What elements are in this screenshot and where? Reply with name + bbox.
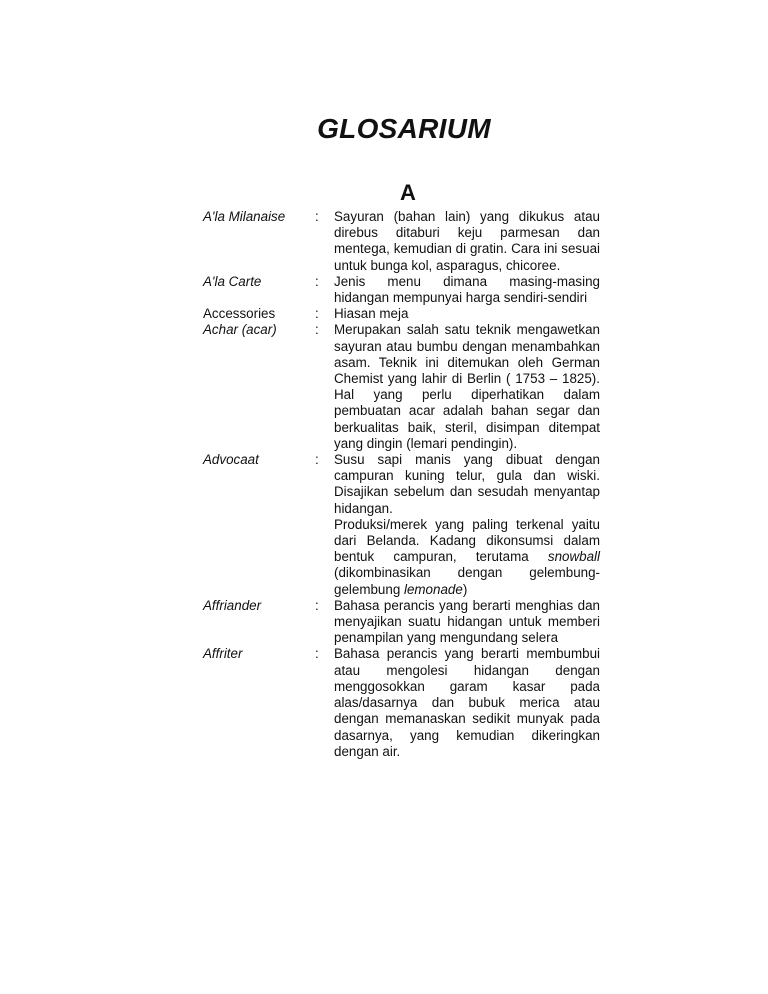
entry-separator: : [315, 646, 319, 662]
glossary-list [203, 209, 600, 760]
glossary-entry [203, 209, 600, 274]
entry-separator: : [315, 452, 319, 468]
entry-definition: Merupakan salah satu teknik mengawetkan sayuran atau bumbu dengan menambahkan asam. Teknik ini ditemukan oleh German Chemist yang lahir di Berlin ( 1753 – 1825). Hal yang perlu diperhatikan dalam pembuatan acar adalah bahan segar dan berkualitas baik, steril, disimpan ditempat yang dingin (lemari pendingin). [334, 322, 600, 451]
entry-definition [334, 452, 600, 598]
definition-text: (dikombinasikan dengan gelembung-gelembung [334, 565, 600, 597]
glossary-entry [203, 598, 600, 647]
entry-definition: Hiasan meja [334, 306, 409, 322]
entry-separator: : [315, 597, 319, 613]
definition-italic-term: snowball [547, 549, 600, 565]
page-title: GLOSARIUM [317, 113, 491, 144]
glossary-entry [203, 322, 600, 452]
entry-term: Achar (acar) [203, 322, 277, 338]
entry-definition: Sayuran (bahan lain) yang dikukus atau direbus ditaburi keju parmesan dan mentega, kemudian di gratin. Cara ini sesuai untuk bunga kol, asparagus, chicoree. [334, 209, 600, 273]
entry-separator: : [315, 322, 319, 338]
definition-text: Produksi/merek yang paling terkenal yaitu dari Belanda. Kadang dikonsumsi dalam bentuk campuran, terutama [334, 516, 600, 565]
glossary-entry [203, 274, 600, 306]
definition-paragraph [334, 517, 600, 598]
glossary-entry [203, 306, 600, 322]
entry-separator: : [315, 209, 319, 224]
glossary-entry [203, 452, 600, 598]
entry-term: Accessories [203, 306, 276, 322]
entry-separator: : [315, 273, 319, 289]
entry-term: Affriander [203, 597, 262, 613]
definition-text: ) [462, 581, 468, 597]
entry-separator: : [315, 306, 319, 322]
entry-term: A'la Carte [203, 273, 262, 289]
entry-definition: Bahasa perancis yang berarti menghias dan menyajikan suatu hidangan untuk memberi penampilan yang mengundang selera [334, 597, 600, 646]
section-letter: A [400, 180, 416, 205]
definition-paragraph: Susu sapi manis yang dibuat dengan campuran kuning telur, gula dan wiski. Disajikan sebelum dan sesudah menyantap hidangan. [334, 452, 600, 516]
definition-italic-term: lemonade [403, 581, 463, 597]
entry-term: Advocaat [203, 452, 259, 468]
entry-definition: Jenis menu dimana masing-masing hidangan mempunyai harga sendiri-sendiri [334, 273, 600, 306]
glossary-entry [203, 646, 600, 759]
entry-term: A'la Milanaise [203, 209, 286, 224]
entry-definition: Bahasa perancis yang berarti membumbui atau mengolesi hidangan dengan menggosokkan garam kasar pada alas/dasarnya dan bubuk merica atau dengan memanaskan sedikit munyak pada dasarnya, yang kemudian dikeringkan dengan air. [334, 646, 600, 759]
entry-term: Affriter [203, 646, 243, 662]
